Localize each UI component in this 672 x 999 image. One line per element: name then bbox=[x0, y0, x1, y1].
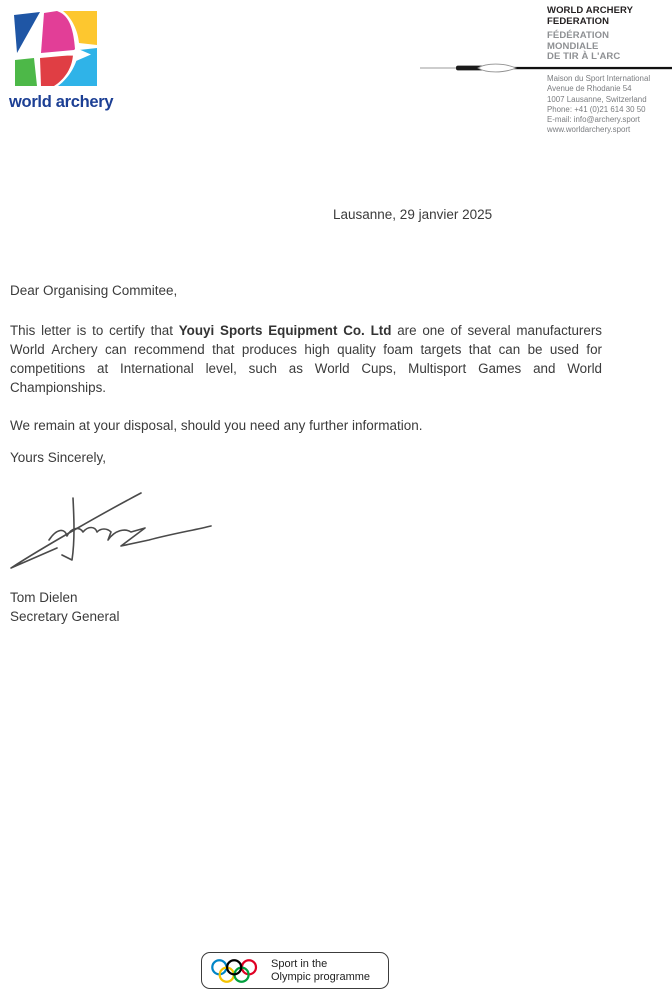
org-name-en-line1: WORLD ARCHERY bbox=[547, 5, 634, 16]
address-line: Phone: +41 (0)21 614 30 50 bbox=[547, 104, 646, 114]
company-name: Youyi Sports Equipment Co. Ltd bbox=[178, 323, 392, 338]
para1-text-after: are one of several manufacturers World Archery can recommend that produces high quality foam targets that can be used for competitions at International level, such as World Cups, Multisport Games and World Championships. bbox=[10, 323, 602, 395]
org-name-fr-line1: FÉDÉRATION bbox=[547, 30, 610, 41]
address-line: Maison du Sport International bbox=[547, 74, 651, 83]
body-paragraph-1 bbox=[10, 321, 602, 397]
header-org-block bbox=[547, 6, 669, 63]
signer-title: Secretary General bbox=[10, 609, 120, 624]
wordmark: world archery bbox=[9, 93, 114, 111]
body-paragraph-2: We remain at your disposal, should you need any further information. bbox=[10, 418, 423, 433]
address-line: 1007 Lausanne, Switzerland bbox=[547, 94, 647, 104]
org-name-en-line2: FEDERATION bbox=[547, 15, 610, 27]
signature-icon bbox=[5, 484, 220, 579]
olympic-badge bbox=[201, 952, 389, 989]
badge-line1: Sport in the bbox=[271, 957, 328, 970]
signer-block bbox=[10, 588, 120, 626]
closing: Yours Sincerely, bbox=[10, 450, 107, 465]
org-name-fr-line3: DE TIR À L'ARC bbox=[547, 51, 621, 62]
badge-line2: Olympic programme bbox=[271, 970, 371, 983]
org-name-fr-line2: MONDIALE bbox=[547, 40, 599, 52]
address-line: Avenue de Rhodanie 54 bbox=[547, 84, 632, 94]
para1-text-before: This letter is to certify that bbox=[10, 323, 179, 338]
dateline: Lausanne, 29 janvier 2025 bbox=[333, 207, 493, 222]
world-archery-logo-icon bbox=[10, 9, 100, 89]
world-archery-logo bbox=[10, 9, 100, 89]
olympic-rings-icon bbox=[211, 958, 261, 984]
address-line: www.worldarchery.sport bbox=[547, 125, 631, 135]
address-line: E-mail: info@archery.sport bbox=[547, 115, 640, 125]
arrow-icon bbox=[420, 61, 672, 73]
salutation: Dear Organising Commitee, bbox=[10, 283, 178, 298]
address-block bbox=[547, 74, 672, 136]
signer-name: Tom Dielen bbox=[10, 590, 78, 605]
